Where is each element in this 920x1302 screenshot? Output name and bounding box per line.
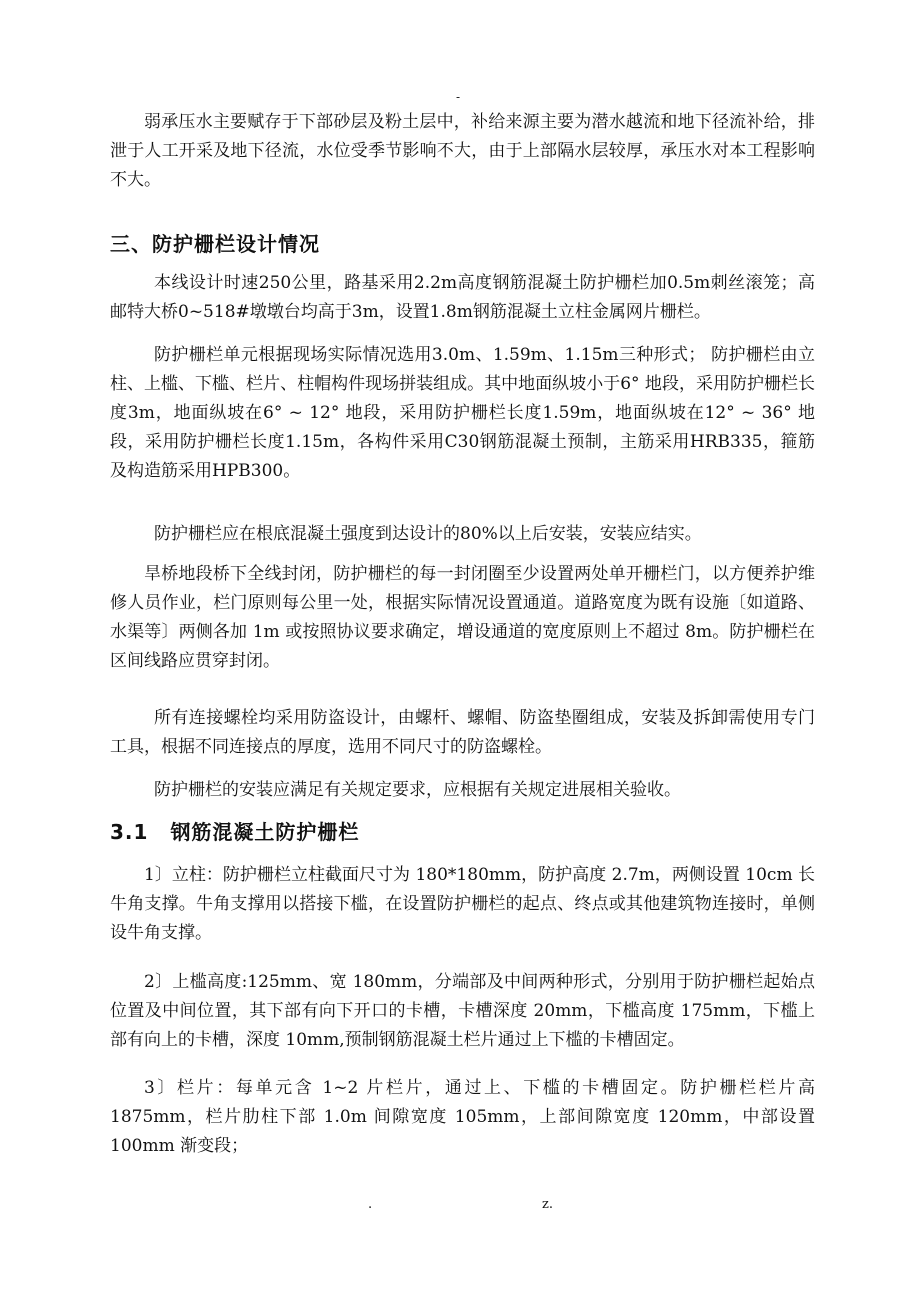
section-heading-3-1 — [110, 819, 359, 845]
paragraph-bolts: 所有连接螺栓均采用防盗设计，由螺杆、螺帽、防盗垫圈组成，安装及拆卸需使用专门工具，根据不同连接点的厚度，选用不同尺寸的防盗螺栓。 — [110, 708, 815, 757]
paragraph-dry-bridge: 旱桥地段桥下全线封闭，防护栅栏的每一封闭圈至少设置两处单开栅栏门，以方便养护维修人员作业，栏门原则每公里一处，根据实际情况设置通道。道路宽度为既有设施〔如道路、水渠等〕两侧各加 1m 或按照协议要求确定，增设通道的宽度原则上不超过 8m。防护栅栏在区间线路应贯穿封闭。 — [110, 564, 815, 671]
header-mark: - — [456, 90, 461, 104]
paragraph-top-rail: 2〕上槛高度:125mm、宽 180mm，分端部及中间两种形式，分别用于防护栅栏起始点位置及中间位置，其下部有向下开口的卡槽，卡槽深度 20mm，下槛高度 175mm，下槛上部有向上的卡槽，深度 10mm,预制钢筋混凝土栏片通过上下槛的卡槽固定。 — [110, 972, 815, 1050]
paragraph-column: 1〕立柱：防护栅栏立柱截面尺寸为 180*180mm，防护高度 2.7m，两侧设置 10cm 长牛角支撑。牛角支撑用以搭接下槛，在设置防护栅栏的起点、终点或其他建筑物连接时，单侧设牛角支撑。 — [110, 865, 815, 943]
section-heading-3: 三、防护栅栏设计情况 — [110, 232, 320, 256]
paragraph-confined-water: 弱承压水主要赋存于下部砂层及粉土层中，补给来源主要为潜水越流和地下径流补给，排泄于人工开采及地下径流，水位受季节影响不大，由于上部隔水层较厚，承压水对本工程影响不大。 — [110, 112, 815, 190]
footer-right-mark: z. — [542, 1197, 553, 1212]
paragraph-acceptance: 防护栅栏的安装应满足有关规定要求，应根据有关规定进展相关验收。 — [154, 780, 681, 800]
heading-text: 钢筋混凝土防护栅栏 — [170, 820, 360, 844]
paragraph-fence-units: 防护栅栏单元根据现场实际情况选用3.0m、1.59m、1.15m三种形式； 防护栅栏由立柱、上槛、下槛、栏片、柱帽构件现场拼装组成。其中地面纵坡小于6° 地段，采用防护栅栏长度3m，地面纵坡在6° ~ 12° 地段，采用防护栅栏长度1.59m，地面纵坡在12° ~ 36° 地段，采用防护栅栏长度1.15m，各构件采用C30钢筋混凝土预制，主筋采用HRB335，箍筋及构造筋采用HPB300。 — [110, 345, 815, 481]
paragraph-design-speed: 本线设计时速250公里，路基采用2.2m高度钢筋混凝土防护栅栏加0.5m刺丝滚笼；高邮特大桥0~518#墩墩台均高于3m，设置1.8m钢筋混凝土立柱金属网片栅栏。 — [110, 273, 815, 322]
footer-left-mark: . — [368, 1197, 373, 1212]
heading-number: 3.1 — [110, 820, 149, 844]
paragraph-panel: 3〕栏片：每单元含 1~2 片栏片，通过上、下槛的卡槽固定。防护栅栏栏片高 1875mm，栏片肋柱下部 1.0m 间隙宽度 105mm，上部间隙宽度 120mm，中部设置 100mm 渐变段； — [110, 1078, 815, 1156]
paragraph-installation: 防护栅栏应在根底混凝土强度到达设计的80%以上后安装，安装应结实。 — [154, 524, 702, 544]
